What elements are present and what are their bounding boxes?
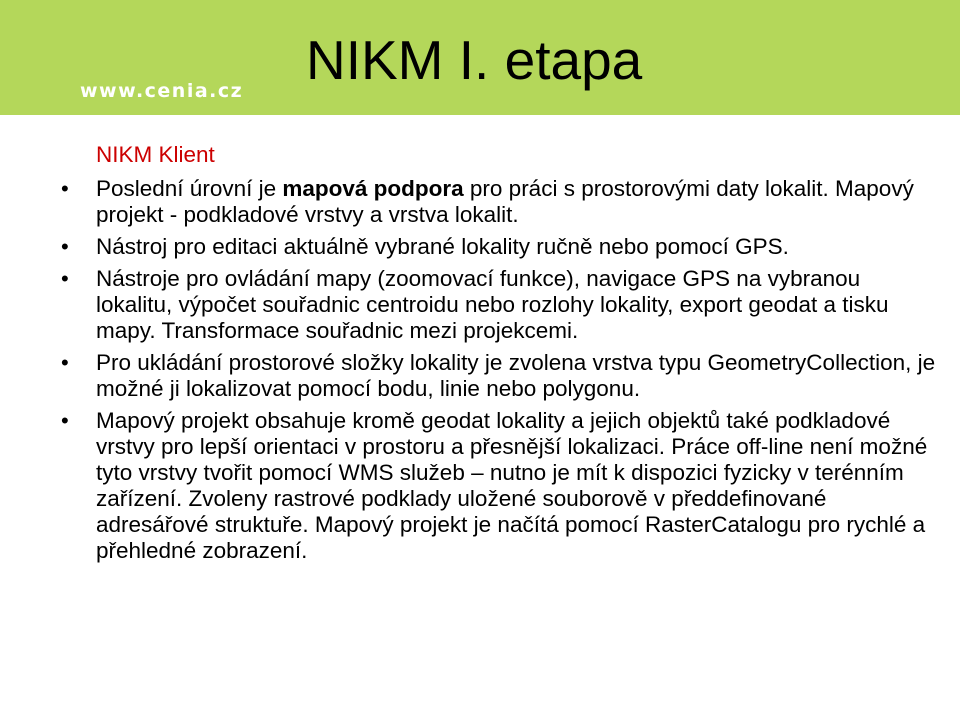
bullet-1-text-start: Poslední úrovní je — [96, 176, 283, 201]
bullet-icon: • — [61, 408, 69, 433]
bullet-item-4 — [60, 350, 940, 402]
header-band — [0, 0, 960, 115]
bullet-icon: • — [61, 176, 69, 201]
bullet-item-1 — [60, 176, 940, 228]
bullet-5-text: Mapový projekt obsahuje kromě geodat lokality a jejich objektů také podkladové vrstvy pro lepší orientaci v prostoru a přesnější lokalizaci. Práce off-line není možné tyto vrstvy tvořit pomocí WMS služeb – nutno je mít k dispozici fyzicky v terénním zařízení. Zvoleny rastrové podklady uložené souborově v předdefinované adresářové struktuře. Mapový projekt je načítá pomocí RasterCatalogu pro rychlé a přehledné zobrazení. — [96, 408, 928, 563]
bullet-2-text: Nástroj pro editaci aktuálně vybrané lokality ručně nebo pomocí GPS. — [96, 234, 789, 259]
bullet-item-5 — [60, 408, 940, 564]
bullet-item-3 — [60, 266, 940, 344]
bullet-item-2 — [60, 234, 940, 260]
slide-title: NIKM I. etapa — [306, 29, 643, 91]
bullet-icon: • — [61, 350, 69, 375]
cenia-logo: www.cenia.cz — [80, 80, 244, 102]
bullet-3-text: Nástroje pro ovládání mapy (zoomovací funkce), navigace GPS na vybranou lokalitu, výpočet souřadnic centroidu nebo rozlohy lokality, export geodat a tisku mapy. Transformace souřadnic mezi projekcemi. — [96, 266, 889, 343]
bullet-1-text-end: pro práci s prostorovými daty lokalit. Mapový projekt - podkladové vrstvy a vrstva lokalit. — [96, 176, 914, 227]
bullet-4-text: Pro ukládání prostorové složky lokality je zvolena vrstva typu GeometryCollection, je možné ji lokalizovat pomocí bodu, linie nebo polygonu. — [96, 350, 936, 401]
bullet-icon: • — [61, 266, 69, 291]
bullet-1-bold-text: mapová podpora — [282, 176, 464, 201]
section-heading: NIKM Klient — [96, 142, 215, 167]
bullet-icon: • — [61, 234, 69, 259]
bullet-list — [60, 176, 940, 564]
slide-content — [60, 142, 940, 570]
